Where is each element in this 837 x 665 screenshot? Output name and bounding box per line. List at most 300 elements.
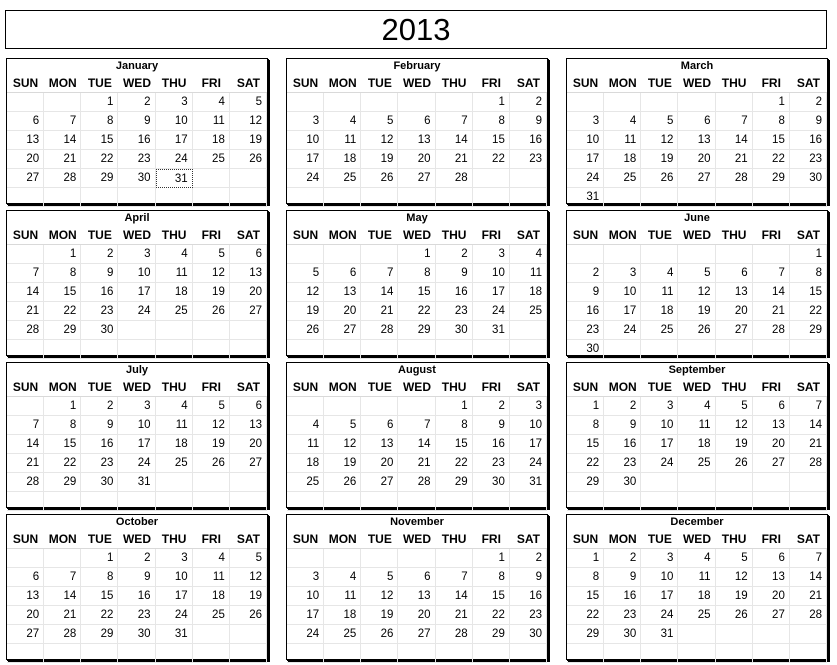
day-cell[interactable]: 17 bbox=[156, 587, 193, 606]
day-cell[interactable]: 4 bbox=[324, 568, 361, 587]
day-cell[interactable]: 30 bbox=[473, 473, 510, 492]
day-cell[interactable]: 26 bbox=[641, 169, 678, 188]
day-cell[interactable]: 6 bbox=[230, 245, 267, 264]
day-cell[interactable]: 21 bbox=[361, 302, 398, 321]
empty-cell[interactable] bbox=[398, 93, 435, 112]
day-cell[interactable]: 3 bbox=[287, 568, 324, 587]
day-cell[interactable]: 11 bbox=[604, 131, 641, 150]
day-cell[interactable]: 27 bbox=[230, 454, 267, 473]
day-cell[interactable]: 25 bbox=[678, 454, 715, 473]
day-cell[interactable]: 28 bbox=[7, 473, 44, 492]
day-cell[interactable]: 7 bbox=[790, 549, 827, 568]
day-cell[interactable]: 10 bbox=[604, 283, 641, 302]
day-cell[interactable]: 14 bbox=[361, 283, 398, 302]
day-cell[interactable]: 27 bbox=[230, 302, 267, 321]
day-cell[interactable]: 6 bbox=[398, 568, 435, 587]
empty-cell[interactable] bbox=[287, 93, 324, 112]
day-cell[interactable]: 31 bbox=[156, 625, 193, 644]
empty-cell[interactable] bbox=[790, 188, 827, 207]
day-cell[interactable]: 4 bbox=[641, 264, 678, 283]
day-cell[interactable]: 19 bbox=[193, 283, 230, 302]
day-cell[interactable]: 12 bbox=[361, 587, 398, 606]
day-cell[interactable]: 17 bbox=[641, 435, 678, 454]
day-cell[interactable]: 11 bbox=[324, 587, 361, 606]
day-cell[interactable]: 10 bbox=[641, 568, 678, 587]
empty-cell[interactable] bbox=[7, 245, 44, 264]
empty-cell[interactable] bbox=[753, 188, 790, 207]
day-cell[interactable]: 30 bbox=[81, 473, 118, 492]
day-cell[interactable]: 25 bbox=[510, 302, 547, 321]
day-cell[interactable]: 5 bbox=[716, 549, 753, 568]
day-cell[interactable]: 14 bbox=[7, 435, 44, 454]
empty-cell[interactable] bbox=[678, 93, 715, 112]
empty-cell[interactable] bbox=[7, 549, 44, 568]
empty-cell[interactable] bbox=[287, 245, 324, 264]
day-cell[interactable]: 7 bbox=[44, 112, 81, 131]
day-cell[interactable]: 1 bbox=[81, 549, 118, 568]
day-cell[interactable]: 6 bbox=[230, 397, 267, 416]
day-cell[interactable]: 5 bbox=[193, 397, 230, 416]
day-cell[interactable]: 10 bbox=[118, 264, 155, 283]
day-cell[interactable]: 14 bbox=[753, 283, 790, 302]
empty-cell[interactable] bbox=[44, 93, 81, 112]
empty-cell[interactable] bbox=[193, 492, 230, 511]
day-cell[interactable]: 3 bbox=[641, 549, 678, 568]
day-cell[interactable]: 8 bbox=[44, 416, 81, 435]
day-cell[interactable]: 16 bbox=[118, 131, 155, 150]
day-cell[interactable]: 8 bbox=[398, 264, 435, 283]
empty-cell[interactable] bbox=[641, 188, 678, 207]
day-cell[interactable]: 22 bbox=[567, 606, 604, 625]
day-cell[interactable]: 27 bbox=[753, 606, 790, 625]
day-cell-selected[interactable]: 31 bbox=[156, 169, 193, 188]
day-cell[interactable]: 16 bbox=[790, 131, 827, 150]
day-cell[interactable]: 5 bbox=[641, 112, 678, 131]
day-cell[interactable]: 28 bbox=[398, 473, 435, 492]
day-cell[interactable]: 14 bbox=[716, 131, 753, 150]
day-cell[interactable]: 6 bbox=[753, 549, 790, 568]
day-cell[interactable]: 18 bbox=[156, 283, 193, 302]
day-cell[interactable]: 16 bbox=[510, 131, 547, 150]
day-cell[interactable]: 23 bbox=[604, 606, 641, 625]
day-cell[interactable]: 18 bbox=[324, 150, 361, 169]
day-cell[interactable]: 15 bbox=[81, 587, 118, 606]
day-cell[interactable]: 29 bbox=[398, 321, 435, 340]
day-cell[interactable]: 21 bbox=[7, 302, 44, 321]
day-cell[interactable]: 17 bbox=[156, 131, 193, 150]
day-cell[interactable]: 27 bbox=[716, 321, 753, 340]
day-cell[interactable]: 9 bbox=[604, 416, 641, 435]
day-cell[interactable]: 15 bbox=[44, 435, 81, 454]
day-cell[interactable]: 27 bbox=[361, 473, 398, 492]
empty-cell[interactable] bbox=[324, 549, 361, 568]
day-cell[interactable]: 19 bbox=[641, 150, 678, 169]
empty-cell[interactable] bbox=[361, 397, 398, 416]
day-cell[interactable]: 1 bbox=[473, 549, 510, 568]
empty-cell[interactable] bbox=[641, 340, 678, 359]
day-cell[interactable]: 2 bbox=[790, 93, 827, 112]
day-cell[interactable]: 14 bbox=[790, 568, 827, 587]
day-cell[interactable]: 20 bbox=[7, 150, 44, 169]
day-cell[interactable]: 4 bbox=[510, 245, 547, 264]
day-cell[interactable]: 5 bbox=[716, 397, 753, 416]
day-cell[interactable]: 28 bbox=[44, 625, 81, 644]
day-cell[interactable]: 28 bbox=[7, 321, 44, 340]
day-cell[interactable]: 23 bbox=[567, 321, 604, 340]
day-cell[interactable]: 25 bbox=[324, 169, 361, 188]
day-cell[interactable]: 7 bbox=[716, 112, 753, 131]
day-cell[interactable]: 18 bbox=[510, 283, 547, 302]
empty-cell[interactable] bbox=[510, 321, 547, 340]
day-cell[interactable]: 17 bbox=[287, 606, 324, 625]
day-cell[interactable]: 11 bbox=[510, 264, 547, 283]
day-cell[interactable]: 18 bbox=[156, 435, 193, 454]
empty-cell[interactable] bbox=[678, 188, 715, 207]
day-cell[interactable]: 18 bbox=[193, 587, 230, 606]
day-cell[interactable]: 26 bbox=[361, 625, 398, 644]
day-cell[interactable]: 26 bbox=[230, 150, 267, 169]
empty-cell[interactable] bbox=[398, 492, 435, 511]
empty-cell[interactable] bbox=[230, 188, 267, 207]
day-cell[interactable]: 2 bbox=[604, 549, 641, 568]
empty-cell[interactable] bbox=[641, 644, 678, 663]
empty-cell[interactable] bbox=[567, 93, 604, 112]
day-cell[interactable]: 19 bbox=[678, 302, 715, 321]
empty-cell[interactable] bbox=[641, 245, 678, 264]
day-cell[interactable]: 4 bbox=[604, 112, 641, 131]
day-cell[interactable]: 12 bbox=[361, 131, 398, 150]
empty-cell[interactable] bbox=[473, 644, 510, 663]
day-cell[interactable]: 2 bbox=[473, 397, 510, 416]
empty-cell[interactable] bbox=[230, 169, 267, 188]
day-cell[interactable]: 22 bbox=[473, 606, 510, 625]
day-cell[interactable]: 20 bbox=[230, 435, 267, 454]
empty-cell[interactable] bbox=[790, 644, 827, 663]
day-cell[interactable]: 9 bbox=[604, 568, 641, 587]
day-cell[interactable]: 9 bbox=[81, 416, 118, 435]
day-cell[interactable]: 28 bbox=[361, 321, 398, 340]
day-cell[interactable]: 28 bbox=[436, 625, 473, 644]
day-cell[interactable]: 5 bbox=[361, 568, 398, 587]
day-cell[interactable]: 15 bbox=[81, 131, 118, 150]
day-cell[interactable]: 18 bbox=[678, 587, 715, 606]
day-cell[interactable]: 10 bbox=[567, 131, 604, 150]
empty-cell[interactable] bbox=[510, 188, 547, 207]
day-cell[interactable]: 19 bbox=[287, 302, 324, 321]
day-cell[interactable]: 22 bbox=[473, 150, 510, 169]
day-cell[interactable]: 3 bbox=[156, 549, 193, 568]
empty-cell[interactable] bbox=[510, 340, 547, 359]
empty-cell[interactable] bbox=[567, 245, 604, 264]
day-cell[interactable]: 23 bbox=[118, 606, 155, 625]
day-cell[interactable]: 12 bbox=[193, 416, 230, 435]
empty-cell[interactable] bbox=[156, 321, 193, 340]
day-cell[interactable]: 9 bbox=[81, 264, 118, 283]
day-cell[interactable]: 3 bbox=[118, 245, 155, 264]
day-cell[interactable]: 23 bbox=[473, 454, 510, 473]
empty-cell[interactable] bbox=[473, 340, 510, 359]
day-cell[interactable]: 30 bbox=[604, 625, 641, 644]
day-cell[interactable]: 26 bbox=[678, 321, 715, 340]
empty-cell[interactable] bbox=[604, 492, 641, 511]
empty-cell[interactable] bbox=[753, 340, 790, 359]
day-cell[interactable]: 30 bbox=[567, 340, 604, 359]
day-cell[interactable]: 10 bbox=[287, 131, 324, 150]
empty-cell[interactable] bbox=[287, 549, 324, 568]
day-cell[interactable]: 29 bbox=[436, 473, 473, 492]
day-cell[interactable]: 1 bbox=[473, 93, 510, 112]
day-cell[interactable]: 15 bbox=[436, 435, 473, 454]
empty-cell[interactable] bbox=[361, 492, 398, 511]
day-cell[interactable]: 16 bbox=[81, 435, 118, 454]
day-cell[interactable]: 5 bbox=[324, 416, 361, 435]
empty-cell[interactable] bbox=[7, 397, 44, 416]
day-cell[interactable]: 15 bbox=[790, 283, 827, 302]
empty-cell[interactable] bbox=[604, 644, 641, 663]
empty-cell[interactable] bbox=[230, 473, 267, 492]
day-cell[interactable]: 7 bbox=[44, 568, 81, 587]
empty-cell[interactable] bbox=[361, 93, 398, 112]
empty-cell[interactable] bbox=[287, 397, 324, 416]
day-cell[interactable]: 10 bbox=[156, 112, 193, 131]
empty-cell[interactable] bbox=[398, 644, 435, 663]
day-cell[interactable]: 9 bbox=[473, 416, 510, 435]
day-cell[interactable]: 29 bbox=[44, 321, 81, 340]
day-cell[interactable]: 11 bbox=[324, 131, 361, 150]
empty-cell[interactable] bbox=[193, 169, 230, 188]
day-cell[interactable]: 14 bbox=[44, 587, 81, 606]
day-cell[interactable]: 19 bbox=[324, 454, 361, 473]
day-cell[interactable]: 7 bbox=[361, 264, 398, 283]
empty-cell[interactable] bbox=[324, 340, 361, 359]
day-cell[interactable]: 5 bbox=[287, 264, 324, 283]
day-cell[interactable]: 25 bbox=[156, 454, 193, 473]
day-cell[interactable]: 26 bbox=[716, 606, 753, 625]
day-cell[interactable]: 20 bbox=[361, 454, 398, 473]
day-cell[interactable]: 3 bbox=[510, 397, 547, 416]
empty-cell[interactable] bbox=[193, 188, 230, 207]
empty-cell[interactable] bbox=[324, 93, 361, 112]
day-cell[interactable]: 13 bbox=[7, 131, 44, 150]
day-cell[interactable]: 30 bbox=[510, 625, 547, 644]
day-cell[interactable]: 1 bbox=[44, 397, 81, 416]
day-cell[interactable]: 24 bbox=[118, 454, 155, 473]
empty-cell[interactable] bbox=[567, 644, 604, 663]
day-cell[interactable]: 13 bbox=[7, 587, 44, 606]
day-cell[interactable]: 27 bbox=[398, 169, 435, 188]
day-cell[interactable]: 15 bbox=[473, 131, 510, 150]
empty-cell[interactable] bbox=[753, 644, 790, 663]
empty-cell[interactable] bbox=[118, 188, 155, 207]
day-cell[interactable]: 16 bbox=[118, 587, 155, 606]
empty-cell[interactable] bbox=[641, 93, 678, 112]
day-cell[interactable]: 19 bbox=[361, 606, 398, 625]
day-cell[interactable]: 24 bbox=[641, 454, 678, 473]
day-cell[interactable]: 14 bbox=[398, 435, 435, 454]
empty-cell[interactable] bbox=[790, 625, 827, 644]
day-cell[interactable]: 10 bbox=[641, 416, 678, 435]
empty-cell[interactable] bbox=[361, 245, 398, 264]
day-cell[interactable]: 1 bbox=[436, 397, 473, 416]
day-cell[interactable]: 28 bbox=[790, 606, 827, 625]
day-cell[interactable]: 15 bbox=[753, 131, 790, 150]
day-cell[interactable]: 25 bbox=[193, 606, 230, 625]
day-cell[interactable]: 22 bbox=[753, 150, 790, 169]
day-cell[interactable]: 8 bbox=[473, 568, 510, 587]
empty-cell[interactable] bbox=[641, 492, 678, 511]
day-cell[interactable]: 9 bbox=[510, 568, 547, 587]
day-cell[interactable]: 8 bbox=[436, 416, 473, 435]
day-cell[interactable]: 3 bbox=[287, 112, 324, 131]
day-cell[interactable]: 3 bbox=[473, 245, 510, 264]
day-cell[interactable]: 7 bbox=[7, 416, 44, 435]
empty-cell[interactable] bbox=[287, 492, 324, 511]
empty-cell[interactable] bbox=[361, 644, 398, 663]
day-cell[interactable]: 6 bbox=[753, 397, 790, 416]
day-cell[interactable]: 12 bbox=[287, 283, 324, 302]
empty-cell[interactable] bbox=[7, 492, 44, 511]
day-cell[interactable]: 26 bbox=[230, 606, 267, 625]
empty-cell[interactable] bbox=[790, 473, 827, 492]
day-cell[interactable]: 23 bbox=[510, 606, 547, 625]
day-cell[interactable]: 22 bbox=[790, 302, 827, 321]
day-cell[interactable]: 3 bbox=[604, 264, 641, 283]
empty-cell[interactable] bbox=[193, 321, 230, 340]
day-cell[interactable]: 1 bbox=[44, 245, 81, 264]
day-cell[interactable]: 10 bbox=[156, 568, 193, 587]
empty-cell[interactable] bbox=[753, 492, 790, 511]
day-cell[interactable]: 21 bbox=[436, 150, 473, 169]
day-cell[interactable]: 27 bbox=[753, 454, 790, 473]
day-cell[interactable]: 23 bbox=[118, 150, 155, 169]
day-cell[interactable]: 24 bbox=[156, 150, 193, 169]
day-cell[interactable]: 4 bbox=[678, 397, 715, 416]
day-cell[interactable]: 7 bbox=[790, 397, 827, 416]
day-cell[interactable]: 20 bbox=[398, 606, 435, 625]
empty-cell[interactable] bbox=[510, 492, 547, 511]
empty-cell[interactable] bbox=[604, 340, 641, 359]
day-cell[interactable]: 6 bbox=[678, 112, 715, 131]
day-cell[interactable]: 22 bbox=[436, 454, 473, 473]
day-cell[interactable]: 1 bbox=[567, 397, 604, 416]
day-cell[interactable]: 7 bbox=[398, 416, 435, 435]
day-cell[interactable]: 24 bbox=[641, 606, 678, 625]
empty-cell[interactable] bbox=[287, 644, 324, 663]
day-cell[interactable]: 16 bbox=[604, 587, 641, 606]
day-cell[interactable]: 7 bbox=[436, 568, 473, 587]
day-cell[interactable]: 8 bbox=[790, 264, 827, 283]
day-cell[interactable]: 25 bbox=[193, 150, 230, 169]
empty-cell[interactable] bbox=[398, 549, 435, 568]
empty-cell[interactable] bbox=[398, 188, 435, 207]
day-cell[interactable]: 24 bbox=[473, 302, 510, 321]
day-cell[interactable]: 26 bbox=[193, 454, 230, 473]
day-cell[interactable]: 17 bbox=[118, 283, 155, 302]
empty-cell[interactable] bbox=[641, 473, 678, 492]
day-cell[interactable]: 20 bbox=[753, 435, 790, 454]
day-cell[interactable]: 5 bbox=[193, 245, 230, 264]
day-cell[interactable]: 3 bbox=[118, 397, 155, 416]
day-cell[interactable]: 3 bbox=[567, 112, 604, 131]
day-cell[interactable]: 14 bbox=[436, 131, 473, 150]
empty-cell[interactable] bbox=[716, 625, 753, 644]
day-cell[interactable]: 16 bbox=[567, 302, 604, 321]
day-cell[interactable]: 15 bbox=[567, 435, 604, 454]
empty-cell[interactable] bbox=[436, 644, 473, 663]
day-cell[interactable]: 4 bbox=[193, 549, 230, 568]
day-cell[interactable]: 18 bbox=[604, 150, 641, 169]
day-cell[interactable]: 24 bbox=[510, 454, 547, 473]
empty-cell[interactable] bbox=[156, 188, 193, 207]
day-cell[interactable]: 13 bbox=[753, 416, 790, 435]
day-cell[interactable]: 26 bbox=[287, 321, 324, 340]
day-cell[interactable]: 15 bbox=[473, 587, 510, 606]
day-cell[interactable]: 16 bbox=[473, 435, 510, 454]
day-cell[interactable]: 25 bbox=[324, 625, 361, 644]
day-cell[interactable]: 17 bbox=[604, 302, 641, 321]
empty-cell[interactable] bbox=[156, 340, 193, 359]
day-cell[interactable]: 2 bbox=[118, 549, 155, 568]
day-cell[interactable]: 24 bbox=[287, 625, 324, 644]
day-cell[interactable]: 26 bbox=[193, 302, 230, 321]
day-cell[interactable]: 23 bbox=[81, 454, 118, 473]
day-cell[interactable]: 12 bbox=[716, 416, 753, 435]
day-cell[interactable]: 24 bbox=[604, 321, 641, 340]
empty-cell[interactable] bbox=[81, 340, 118, 359]
day-cell[interactable]: 24 bbox=[118, 302, 155, 321]
day-cell[interactable]: 25 bbox=[641, 321, 678, 340]
day-cell[interactable]: 27 bbox=[324, 321, 361, 340]
day-cell[interactable]: 28 bbox=[44, 169, 81, 188]
day-cell[interactable]: 6 bbox=[716, 264, 753, 283]
day-cell[interactable]: 1 bbox=[398, 245, 435, 264]
day-cell[interactable]: 6 bbox=[324, 264, 361, 283]
day-cell[interactable]: 29 bbox=[790, 321, 827, 340]
empty-cell[interactable] bbox=[7, 93, 44, 112]
day-cell[interactable]: 7 bbox=[436, 112, 473, 131]
day-cell[interactable]: 13 bbox=[716, 283, 753, 302]
day-cell[interactable]: 30 bbox=[436, 321, 473, 340]
day-cell[interactable]: 2 bbox=[567, 264, 604, 283]
day-cell[interactable]: 12 bbox=[324, 435, 361, 454]
empty-cell[interactable] bbox=[7, 188, 44, 207]
day-cell[interactable]: 2 bbox=[81, 245, 118, 264]
day-cell[interactable]: 21 bbox=[716, 150, 753, 169]
day-cell[interactable]: 3 bbox=[156, 93, 193, 112]
day-cell[interactable]: 13 bbox=[230, 416, 267, 435]
day-cell[interactable]: 14 bbox=[44, 131, 81, 150]
day-cell[interactable]: 24 bbox=[567, 169, 604, 188]
empty-cell[interactable] bbox=[156, 644, 193, 663]
day-cell[interactable]: 1 bbox=[567, 549, 604, 568]
empty-cell[interactable] bbox=[230, 625, 267, 644]
day-cell[interactable]: 28 bbox=[790, 454, 827, 473]
empty-cell[interactable] bbox=[156, 492, 193, 511]
empty-cell[interactable] bbox=[193, 644, 230, 663]
day-cell[interactable]: 2 bbox=[604, 397, 641, 416]
day-cell[interactable]: 8 bbox=[473, 112, 510, 131]
day-cell[interactable]: 4 bbox=[324, 112, 361, 131]
empty-cell[interactable] bbox=[324, 188, 361, 207]
day-cell[interactable]: 18 bbox=[641, 302, 678, 321]
day-cell[interactable]: 9 bbox=[790, 112, 827, 131]
day-cell[interactable]: 22 bbox=[44, 454, 81, 473]
day-cell[interactable]: 2 bbox=[118, 93, 155, 112]
day-cell[interactable]: 6 bbox=[398, 112, 435, 131]
day-cell[interactable]: 10 bbox=[287, 587, 324, 606]
day-cell[interactable]: 4 bbox=[156, 245, 193, 264]
day-cell[interactable]: 12 bbox=[678, 283, 715, 302]
